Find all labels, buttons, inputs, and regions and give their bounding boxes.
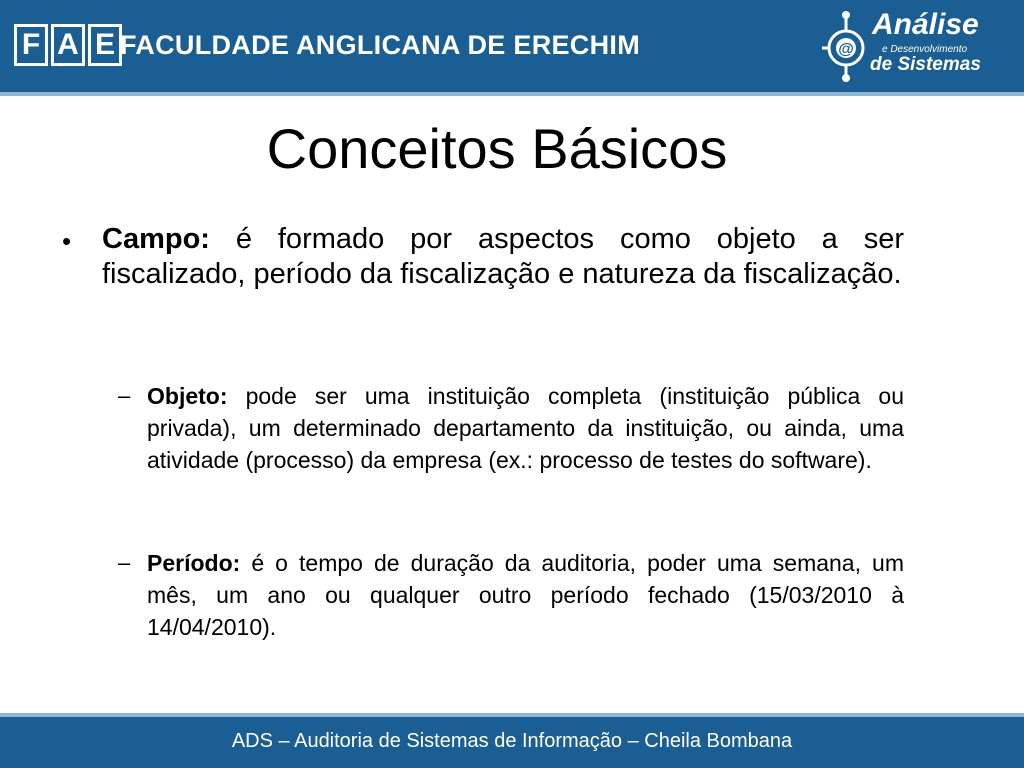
sub-bullet-label: Período: bbox=[147, 550, 241, 576]
svg-text:@: @ bbox=[838, 41, 854, 58]
sub-bullet-label: Objeto: bbox=[147, 383, 228, 409]
logo-line-desenvolvimento: e Desenvolvimento bbox=[882, 44, 968, 55]
fae-letter-a: A bbox=[51, 24, 85, 66]
sub-bullet-item-objeto bbox=[118, 380, 904, 476]
sub-bullet-text bbox=[147, 380, 904, 476]
sub-bullet-body: pode ser uma instituição completa (instituição pública ou privada), um determinado departamento da instituição, ou ainda, uma atividade (processo) da empresa (ex.: processo de testes do software). bbox=[147, 383, 904, 473]
logo-line-sistemas: de Sistemas bbox=[870, 54, 981, 75]
dash-icon: – bbox=[118, 550, 131, 575]
bullet-text bbox=[102, 222, 904, 292]
institution-name: FACULDADE ANGLICANA DE ERECHIM bbox=[120, 30, 640, 60]
dash-icon: – bbox=[118, 383, 131, 408]
bullet-dot-icon: • bbox=[62, 226, 72, 256]
bullet-item-campo bbox=[62, 222, 904, 292]
sub-bullet-body: é o tempo de duração da auditoria, poder uma semana, um mês, um ano ou qualquer outro período fechado (15/03/2010 à 14/04/2010). bbox=[147, 550, 904, 640]
logo-line-analise: Análise bbox=[872, 8, 979, 41]
fae-letter-f: F bbox=[14, 24, 48, 66]
sub-bullet-item-periodo bbox=[118, 547, 904, 643]
bullet-body: é formado por aspectos como objeto a ser fiscalizado, período da fiscalização e natureza da fiscalização. bbox=[102, 223, 904, 290]
fae-letter-e: E bbox=[88, 24, 122, 66]
bullet-label: Campo: bbox=[102, 223, 210, 255]
sub-bullet-text bbox=[147, 547, 904, 643]
footer-text: ADS – Auditoria de Sistemas de Informação – Cheila Bombana bbox=[231, 730, 793, 752]
slide-title: Conceitos Básicos bbox=[266, 117, 728, 180]
